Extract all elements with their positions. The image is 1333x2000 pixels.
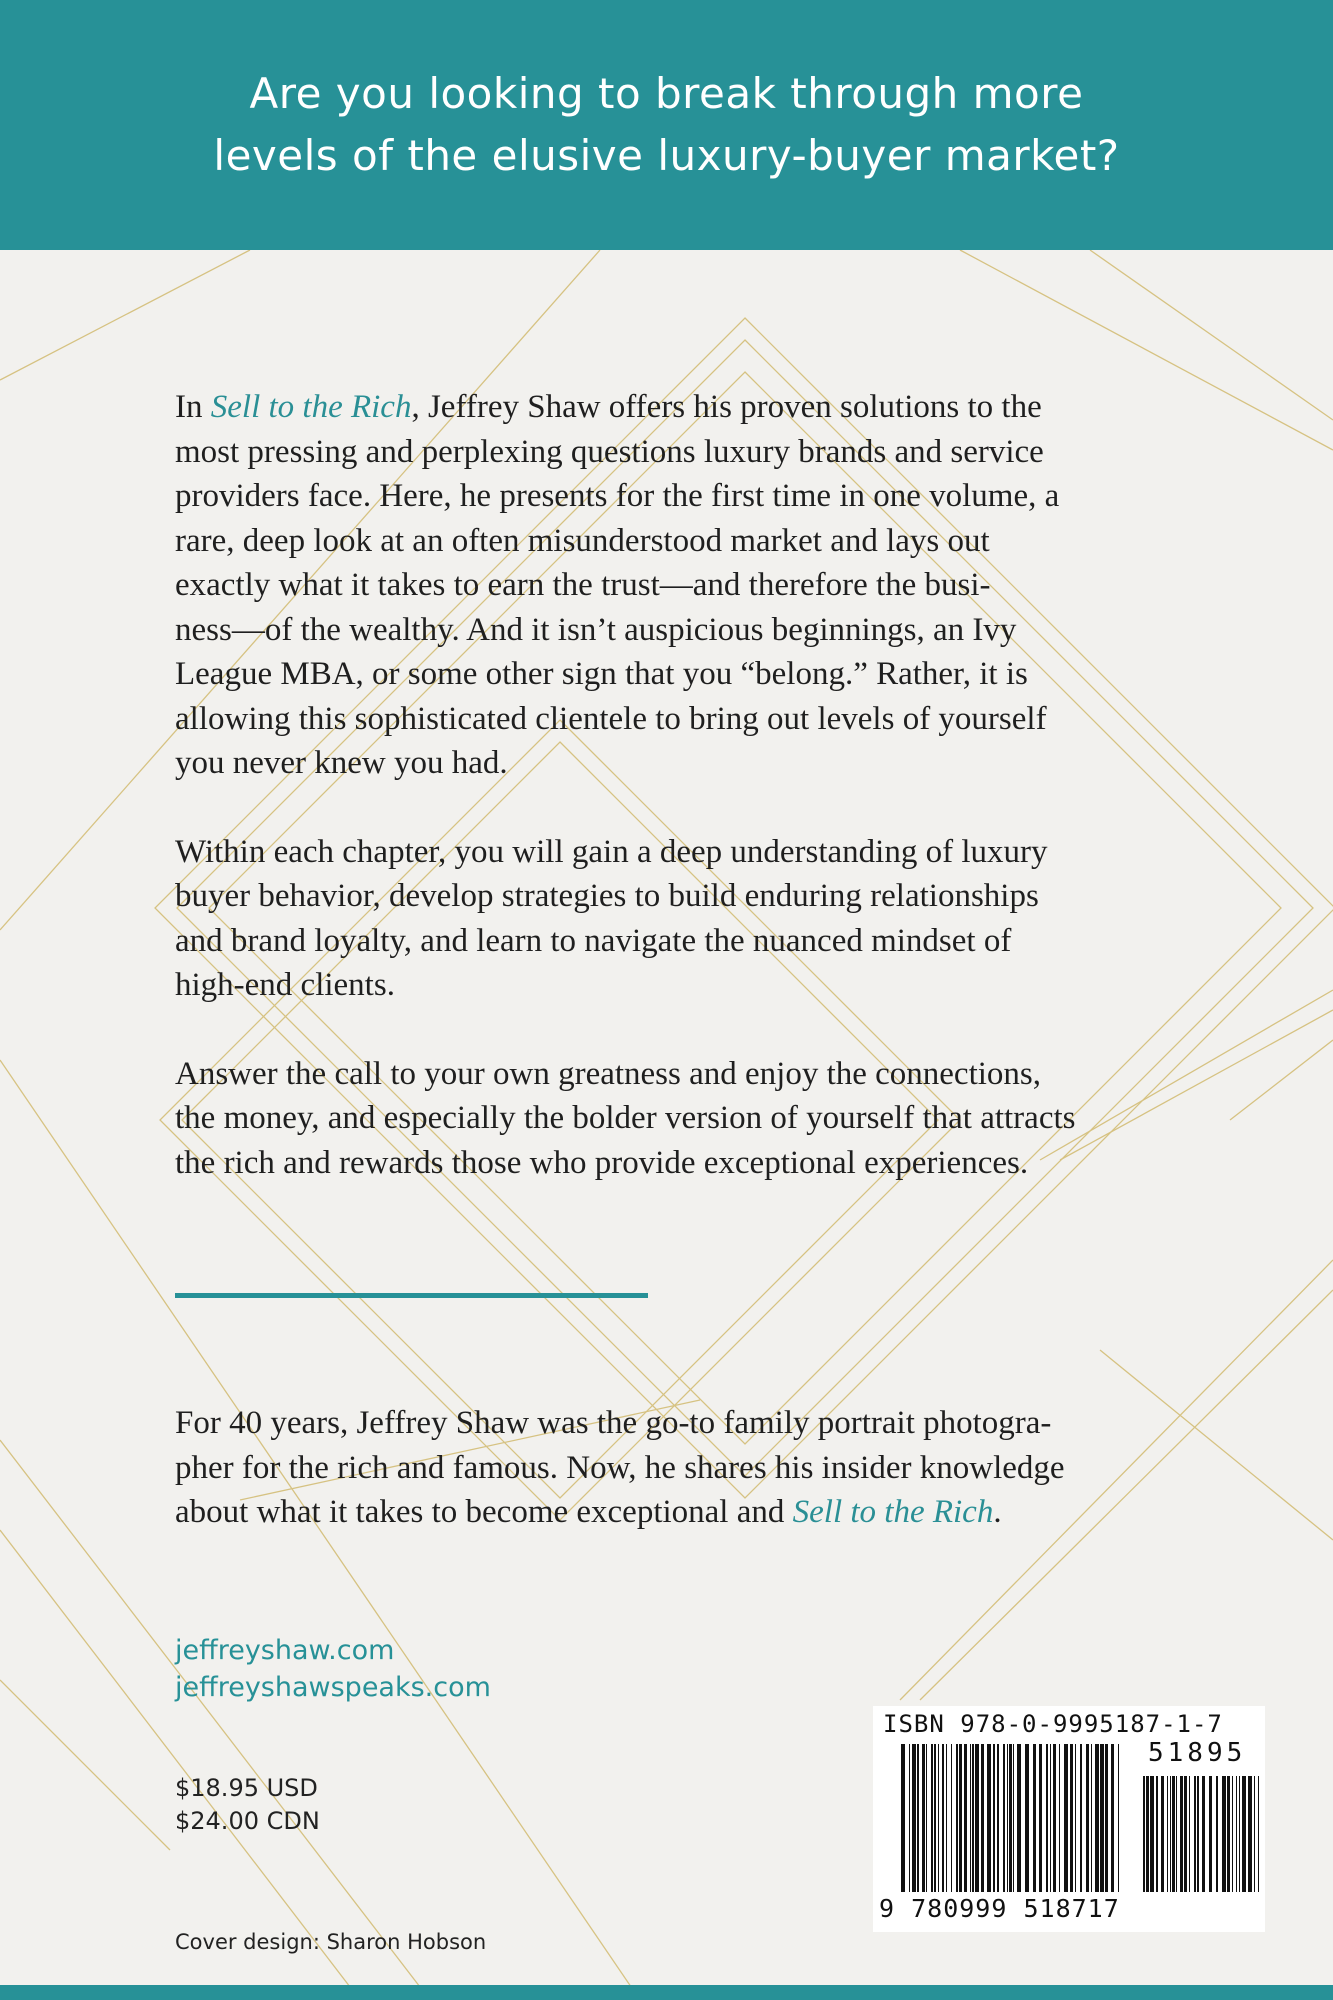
text-line: high-end clients. [175,967,395,1003]
headline-line-2: levels of the elusive luxury-buyer market? [213,131,1120,180]
barcode-bar [1184,1776,1187,1892]
barcode-bar [1248,1776,1252,1892]
header-band [0,0,1333,250]
barcode-bar [938,1744,939,1892]
description-paragraph-1 [175,385,1135,786]
book-title-italic: Sell to the Rich [210,389,412,425]
barcode-bar [1232,1776,1233,1892]
barcode-bar [1239,1776,1240,1892]
barcode-bar [959,1744,962,1892]
barcode-bar [972,1744,974,1892]
barcode-bar [1156,1776,1158,1892]
barcode-bar [1003,1744,1005,1892]
barcode-bar [1202,1776,1205,1892]
barcode-bar [1105,1744,1108,1892]
barcode-bar [1143,1776,1145,1892]
barcode-bar [1053,1744,1056,1892]
barcode-bar [1100,1744,1104,1892]
price-cdn: $24.00 CDN [175,1807,320,1835]
book-title-italic: Sell to the Rich [792,1494,994,1530]
text-line: providers face. Here, he presents for the first time in one volume, a [175,478,1060,514]
barcode-bar [1189,1776,1190,1892]
barcode-bar [1197,1776,1199,1892]
text-line: Within each chapter, you will gain a deep understanding of luxury [175,833,1048,870]
text-line: pher for the rich and famous. Now, he shares his insider knowledge [175,1449,1065,1486]
text-line: exactly what it takes to earn the trust—and therefore the busi- [175,567,991,603]
barcode-bar [1064,1744,1068,1892]
barcode-bar [1180,1776,1183,1892]
barcode-bar [931,1744,933,1892]
barcode-bar [964,1744,967,1892]
barcode-bar [926,1744,927,1892]
text-line: rare, deep look at an often misunderstood market and lays out [175,522,990,559]
isbn-label: ISBN 978-0-9995187-1-7 [883,1710,1223,1738]
bottom-band [0,1985,1333,2000]
speaking-website-link[interactable]: jeffreyshawspeaks.com [175,1672,491,1703]
barcode-bar [1167,1776,1168,1892]
barcode-bar [1161,1776,1164,1892]
website-link[interactable]: jeffreyshaw.com [175,1635,395,1666]
barcode-bar [1007,1744,1008,1892]
barcode-bar [934,1744,936,1892]
author-bio-paragraph [175,1401,1135,1535]
headline-line-1: Are you looking to break through more [249,69,1084,118]
barcode-bar [997,1744,999,1892]
barcode-bar [922,1744,925,1892]
barcode-bar [1227,1776,1230,1892]
text-line: allowing this sophisticated clientele to bring out levels of yourself [175,700,1047,737]
author-bio [175,1401,1135,1535]
barcode-bar [993,1744,995,1892]
barcode-bar [1209,1776,1212,1892]
barcode-bar [970,1744,971,1892]
barcode-bar [951,1744,952,1892]
book-description [175,385,1135,1185]
author-links [175,1632,491,1706]
barcode-bar [1222,1776,1226,1892]
barcode-bar [981,1744,984,1892]
barcode-bar [1146,1776,1149,1892]
barcode-bar [1070,1744,1073,1892]
ean-digits: 9 780999 518717 [879,1894,1120,1923]
text-line: Answer the call to your own greatness and enjoy the connections, [175,1055,1042,1092]
barcode-bar [987,1744,991,1892]
barcode-bar [917,1744,919,1892]
text-line: most pressing and perplexing questions luxury brands and service [175,433,1044,470]
text-line [175,385,1135,430]
barcode-bar [1039,1744,1042,1892]
text-line: For 40 years, Jeffrey Shaw was the go-to family portrait photogra- [175,1405,1052,1441]
barcode-bar [1236,1776,1237,1892]
cover-design-credit: Cover design: Sharon Hobson [175,1930,487,1954]
price-addon-digits: 51895 [1148,1738,1247,1768]
barcode-bar [1046,1744,1048,1892]
barcode-bar [1194,1776,1196,1892]
barcode-bar [946,1744,947,1892]
barcode-bar [1095,1744,1099,1892]
text-fragment: . [993,1494,1002,1530]
barcode-bar [912,1744,916,1892]
text-line: League MBA, or some other sign that you “belong.” Rather, it is [175,656,1028,692]
barcode-bar [1059,1744,1060,1892]
text-fragment: In [175,389,211,425]
text-line: the rich and rewards those who provide exceptional experiences. [175,1144,1029,1181]
text-fragment: , Jeffrey Shaw offers his proven solutions to the [411,389,1042,425]
barcode-bar [1091,1744,1092,1892]
barcode-bar [1170,1776,1171,1892]
barcode-bar [956,1744,958,1892]
text-line: buyer behavior, develop strategies to build enduring relationships [175,878,1039,914]
barcode-bar [1111,1744,1114,1892]
barcode-bar [1242,1776,1246,1892]
barcode-bar [1080,1744,1082,1892]
barcode-bar [1050,1744,1051,1892]
description-paragraph-2 [175,830,1135,1008]
barcode-bar [975,1744,979,1892]
price-block [175,1772,320,1838]
barcode-bar [1025,1744,1029,1892]
text-fragment: about what it takes to become exceptional and [175,1494,793,1530]
barcode-bar [1009,1744,1012,1892]
price-usd: $18.95 USD [175,1774,318,1802]
barcode-bar [1254,1776,1255,1892]
barcode-bar [1118,1744,1119,1892]
barcode-bar [1017,1744,1021,1892]
barcode-bar [1033,1744,1036,1892]
barcode-bar [1258,1776,1259,1892]
text-line: and brand loyalty, and learn to navigate the nuanced mindset of [175,922,1012,959]
barcode-bar [1075,1744,1076,1892]
barcode-bar [1216,1776,1218,1892]
text-line: ness—of the wealthy. And it isn’t auspicious beginnings, an Ivy [175,611,1017,648]
barcode-bar [901,1744,905,1892]
isbn-barcode [873,1706,1265,1932]
barcode-bar [1172,1776,1175,1892]
text-line [175,1490,1135,1535]
description-paragraph-3 [175,1052,1135,1186]
barcode-bar [1086,1744,1089,1892]
barcode-bar [942,1744,944,1892]
text-line: the money, and especially the bolder version of yourself that attracts [175,1100,1076,1136]
barcode-bar [1176,1776,1177,1892]
barcode-bar [1013,1744,1014,1892]
barcode-bar [1150,1776,1154,1892]
text-line: you never knew you had. [175,745,508,781]
barcode-bar [909,1744,910,1892]
teal-divider [175,1293,648,1298]
